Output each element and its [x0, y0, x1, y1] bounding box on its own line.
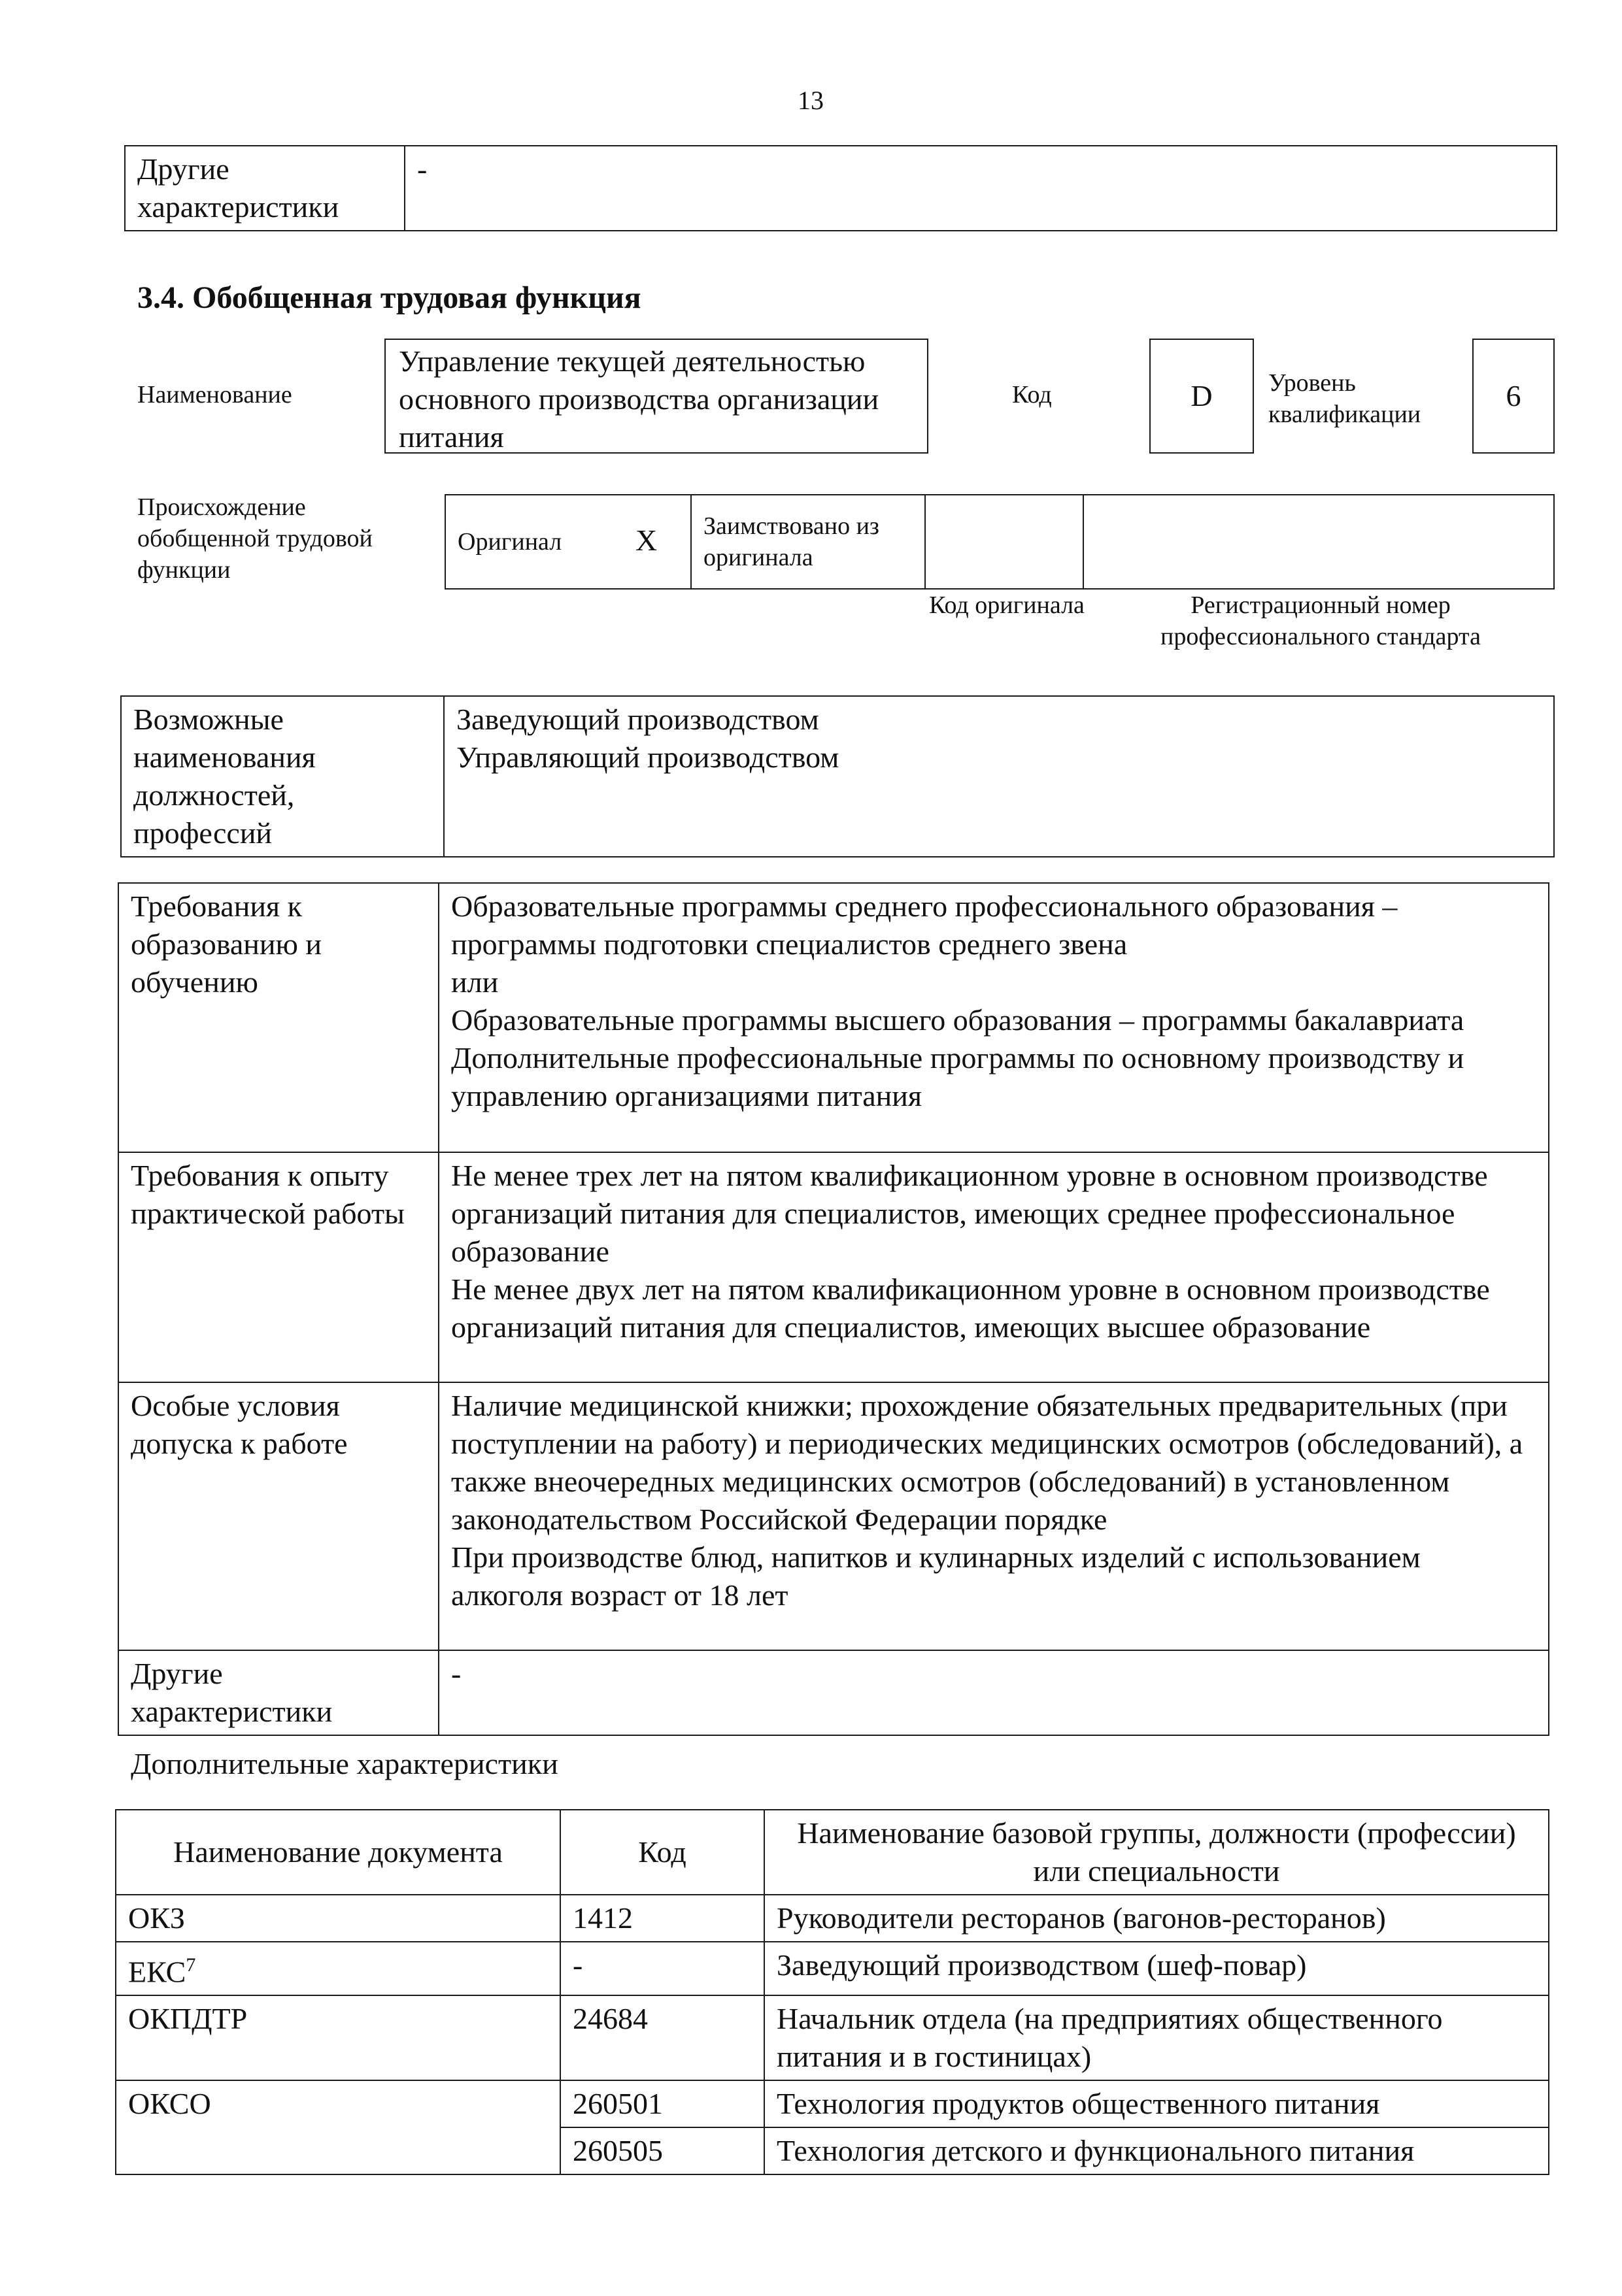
req-content: [439, 883, 1549, 1152]
borrowed-label: Заимствовано из оригинала: [691, 495, 925, 589]
req-line: или: [451, 965, 499, 999]
req-line: При производстве блюд, напитков и кулинарных изделий с использованием алкоголя возраст от 18 лет: [451, 1540, 1421, 1612]
doc-name: ЕКС: [128, 1955, 186, 1989]
name-cell: Технология продуктов общественного питания: [764, 2080, 1549, 2127]
req-label: Требования к образованию и обучению: [118, 883, 439, 1152]
code-cell: -: [560, 1942, 764, 1995]
req-line: Образовательные программы высшего образования – программы бакалавриата: [451, 1003, 1464, 1037]
additional-title: Дополнительные характеристики: [131, 1747, 558, 1780]
req-line: Наличие медицинской книжки; прохождение обязательных предварительных (при поступлении на работу) и периодических медицинских осмотров (обследований), а также внеочередных медицинских осмотров (обследований) в установленном законодательством Российской Федерации порядке: [451, 1389, 1523, 1536]
positions-table: [120, 695, 1555, 857]
req-label: Другие характеристики: [118, 1650, 439, 1735]
code-cell: 1412: [560, 1895, 764, 1942]
positions-label: Возможные наименования должностей, профессий: [121, 696, 444, 857]
table-row: [116, 2080, 1549, 2127]
original-cell: [445, 495, 691, 589]
req-line: Образовательные программы среднего профессионального образования – программы подготовки специалистов среднего звена: [451, 890, 1398, 961]
doc-cell: [116, 1942, 560, 1995]
code-cell: 260505: [560, 2127, 764, 2174]
origin-table: [445, 494, 1555, 590]
doc-cell: ОКСО: [116, 2080, 560, 2174]
top-other-value: -: [405, 146, 1557, 231]
footnote-mark: 7: [186, 1954, 196, 1976]
name-cell: Технология детского и функционального питания: [764, 2127, 1549, 2174]
positions-values: [444, 696, 1554, 857]
code-value-box: D: [1149, 339, 1254, 454]
req-label: Требования к опыту практической работы: [118, 1152, 439, 1382]
table-row: [116, 1995, 1549, 2080]
additional-header: Наименование базовой группы, должности (профессии) или специальности: [764, 1810, 1549, 1895]
reg-number-cell: [1083, 495, 1554, 589]
code-cell: 260501: [560, 2080, 764, 2127]
original-code-cell: [925, 495, 1083, 589]
position-item: Управляющий производством: [456, 740, 839, 774]
origin-label: Происхождение обобщенной трудовой функции: [137, 493, 373, 584]
code-caption: Код оригинала: [929, 591, 1085, 619]
req-line: Не менее трех лет на пятом квалификационном уровне в основном производстве организаций питания для специалистов, имеющих среднее профессиональное образование: [451, 1159, 1488, 1268]
req-content: [439, 1382, 1549, 1650]
table-row: [116, 1895, 1549, 1942]
additional-table: [115, 1809, 1549, 2175]
level-value-box: 6: [1472, 339, 1555, 454]
additional-header: Код: [560, 1810, 764, 1895]
section-heading: 3.4. Обобщенная трудовая функция: [137, 280, 641, 315]
req-line: Не менее двух лет на пятом квалификационном уровне в основном производстве организаций питания для специалистов, имеющих высшее образование: [451, 1273, 1490, 1344]
req-content: [439, 1650, 1549, 1735]
level-label: Уровень квалификации: [1268, 369, 1421, 428]
requirements-table: [118, 882, 1549, 1736]
name-value-box: Управление текущей деятельностью основного производства организации питания: [384, 339, 928, 454]
req-label: Особые условия допуска к работе: [118, 1382, 439, 1650]
req-content: [439, 1152, 1549, 1382]
name-cell: Заведующий производством (шеф-повар): [764, 1942, 1549, 1995]
page-number: 13: [798, 86, 824, 115]
doc-cell: ОКЗ: [116, 1895, 560, 1942]
original-label: Оригинал: [458, 528, 562, 556]
req-line: Дополнительные профессиональные программы по основному производству и управлению организациями питания: [451, 1041, 1464, 1112]
table-row: [116, 1942, 1549, 1995]
name-cell: Начальник отдела (на предприятиях общественного питания и в гостиницах): [764, 1995, 1549, 2080]
reg-caption: Регистрационный номер профессионального стандарта: [1160, 591, 1481, 650]
code-label: Код: [1012, 381, 1052, 408]
doc-cell: ОКПДТР: [116, 1995, 560, 2080]
name-cell: Руководители ресторанов (вагонов-ресторанов): [764, 1895, 1549, 1942]
code-cell: 24684: [560, 1995, 764, 2080]
additional-header: Наименование документа: [116, 1810, 560, 1895]
position-item: Заведующий производством: [456, 703, 819, 736]
top-other-label: Другие характеристики: [125, 146, 405, 231]
req-line: -: [451, 1657, 462, 1690]
name-label: Наименование: [137, 381, 292, 408]
top-other-table: [124, 145, 1557, 231]
original-mark: X: [635, 524, 658, 557]
